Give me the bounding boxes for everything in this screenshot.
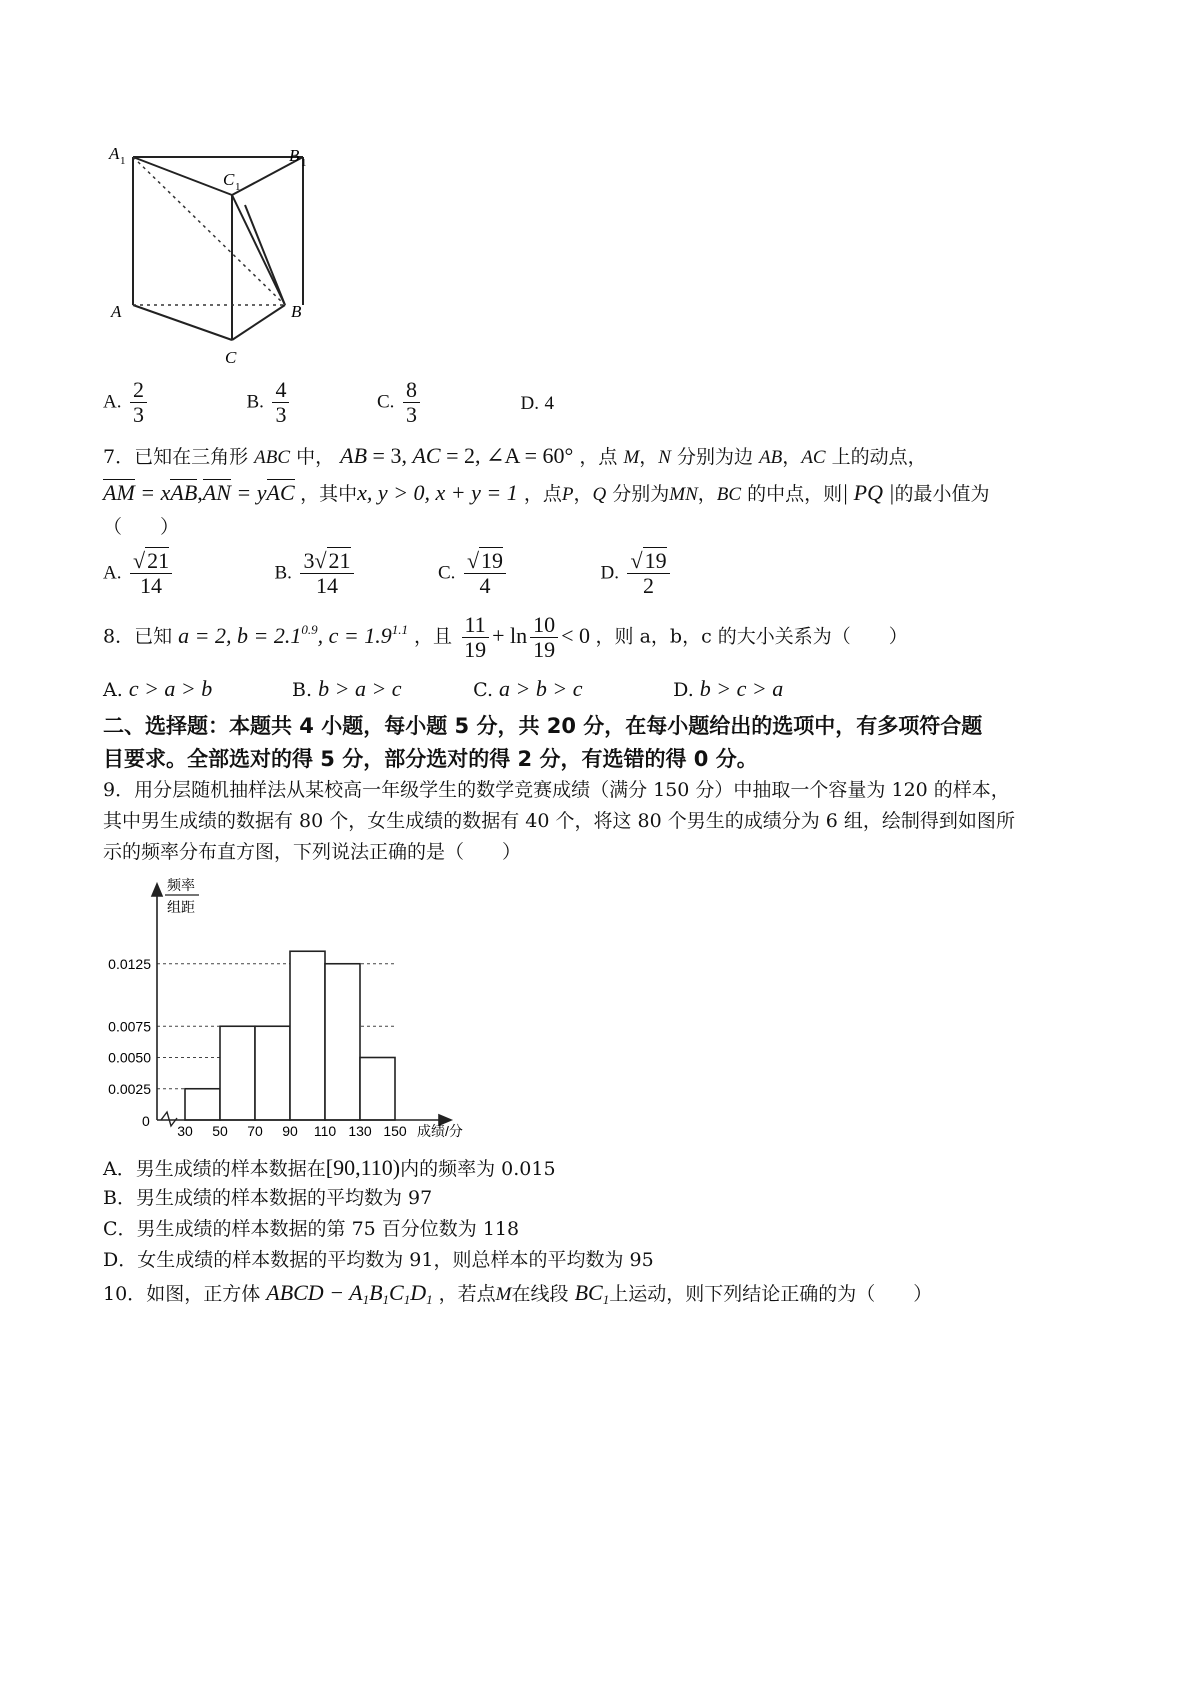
q7-option-c: C. $\frac{√19}{4}$ (438, 549, 595, 598)
q8-option-a: A. c > a > b (103, 676, 213, 701)
q9-line2: 其中男生成绩的数据有 80 个，女生成绩的数据有 40 个，将这 80 个男生的成绩分为 6 组，绘制得到如图所 (103, 810, 1015, 832)
q6-option-c: C. $\frac{8}{3}$ (377, 378, 515, 427)
histogram-bar (220, 1026, 255, 1120)
q9-option-d: D．女生成绩的样本数据的平均数为 91，则总样本的平均数为 95 (103, 1249, 654, 1271)
q8-option-c: C. a > b > c (473, 676, 583, 701)
prism-figure (105, 145, 325, 375)
ytick-label: 0.0050 (108, 1049, 151, 1066)
q7-line1: 7．已知在三角形 ABC 中， AB = 3, AC = 2, ∠A = 60° ，点 M，N 分别为边 AB，AC 上的动点， (103, 443, 927, 468)
histogram-bar (360, 1058, 395, 1121)
frequency-histogram (95, 870, 495, 1145)
label-B1: B (289, 146, 300, 165)
xtick-label: 130 (348, 1123, 372, 1139)
ylabel-top: 频率 (167, 877, 195, 893)
xtick-label: 70 (247, 1123, 263, 1139)
histogram-bar (255, 1026, 290, 1120)
section2-heading-line2: 目要求。全部选对的得 5 分，部分选对的得 2 分，有选错的得 0 分。 (103, 747, 758, 771)
label-A1-sub: 1 (120, 155, 126, 167)
histogram-bar (325, 964, 360, 1120)
q6-option-d: D. 4 (520, 393, 554, 415)
q6-option-b: B. $\frac{4}{3}$ (247, 378, 372, 427)
q7-option-a: A. $\frac{√21}{14}$ (103, 549, 269, 598)
q6-options (103, 378, 554, 427)
label-C1: C (223, 170, 235, 189)
q9-option-a: A．男生成绩的样本数据在[90,110)内的频率为 0.015 (103, 1155, 556, 1180)
xlabel: 成绩/分 (417, 1123, 463, 1139)
q8-option-d: D. b > c > a (673, 676, 784, 701)
label-A1: A (109, 145, 120, 163)
q7-paren: （ ） (103, 516, 180, 538)
histogram-bar (290, 951, 325, 1120)
q9-option-b: B．男生成绩的样本数据的平均数为 97 (103, 1187, 433, 1209)
q7-options (103, 549, 673, 598)
q7-line2: AM = xAB,AN = yAC ，其中x, y > 0, x + y = 1 ，点P，Q 分别为MN，BC 的中点，则| PQ |的最小值为 (103, 480, 990, 505)
q7-option-b: B. $\frac{3√21}{14}$ (275, 549, 433, 598)
q8-option-b: B. b > a > c (292, 676, 402, 701)
ytick-label: 0.0075 (108, 1018, 151, 1035)
q8-options (103, 676, 783, 702)
label-C: C (225, 348, 237, 367)
xtick-label: 50 (212, 1123, 228, 1139)
q8-stem: 8．已知 a = 2, $b = 2.1^{0.9}$, $c = 1.9^{1.1}$ ，且 $\frac{11}{19}$ + ln $\frac{10}{19}$ < 0 ，则 a，b，c 的大小关系为（ ） (103, 612, 908, 663)
histogram-bar (185, 1089, 220, 1120)
label-B: B (291, 302, 302, 321)
ytick-label: 0.0125 (108, 955, 151, 972)
xtick-label: 30 (177, 1123, 193, 1139)
q6-option-a: A. $\frac{2}{3}$ (103, 378, 241, 427)
ytick-label: 0.0025 (108, 1080, 151, 1097)
xtick-label: 110 (313, 1123, 337, 1139)
q9-option-c: C．男生成绩的样本数据的第 75 百分位数为 118 (103, 1218, 520, 1240)
xtick-label: 90 (282, 1123, 298, 1139)
origin-label: 0 (142, 1113, 150, 1129)
label-C1-sub: 1 (235, 181, 241, 193)
label-A: A (111, 302, 122, 321)
label-B1-sub: 1 (301, 157, 307, 169)
ylabel-bottom: 组距 (167, 899, 195, 915)
q10-stem: 10．如图，正方体 ABCD − $A_1B_1C_1D_1$ ，若点M在线段 $BC_1$上运动，则下列结论正确的为（ ） (103, 1280, 933, 1307)
xtick-label: 150 (383, 1123, 407, 1139)
q7-option-d: D. $\frac{√19}{2}$ (601, 549, 673, 598)
q9-line3: 示的频率分布直方图，下列说法正确的是（ ） (103, 841, 522, 863)
q9-line1: 9．用分层随机抽样法从某校高一年级学生的数学竞赛成绩（满分 150 分）中抽取一个容量为 120 的样本， (103, 779, 1010, 801)
section2-heading-line1: 二、选择题：本题共 4 小题，每小题 5 分，共 20 分，在每小题给出的选项中，有多项符合题 (103, 714, 983, 738)
